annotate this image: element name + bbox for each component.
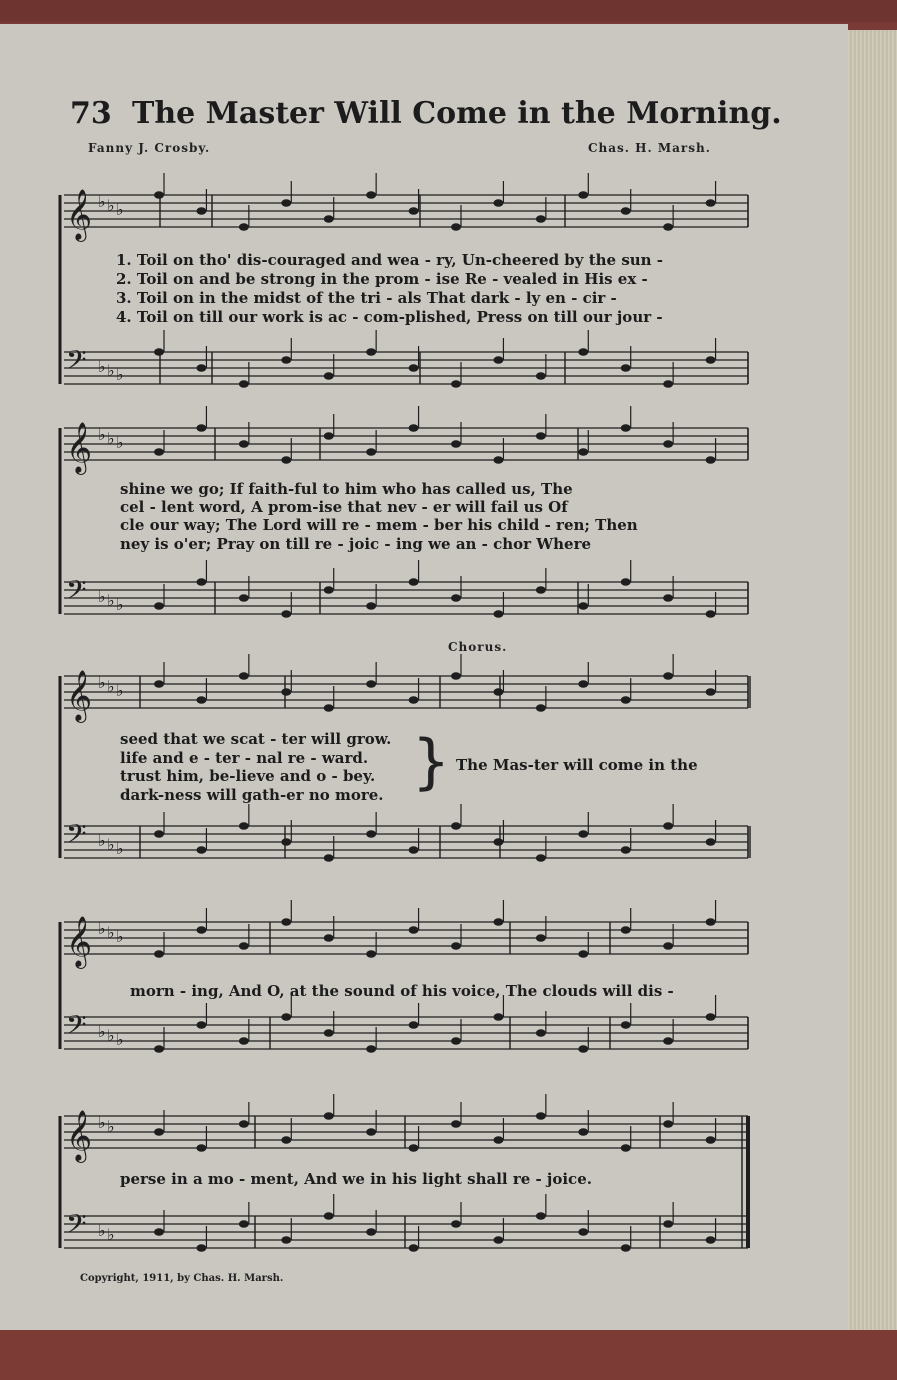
note-head bbox=[154, 950, 164, 958]
note-head bbox=[366, 348, 376, 356]
note-head bbox=[281, 610, 291, 618]
note-head bbox=[451, 822, 461, 830]
note-head bbox=[196, 207, 206, 215]
note-head bbox=[663, 380, 673, 388]
note-head bbox=[663, 942, 673, 950]
note-head bbox=[366, 191, 376, 199]
flat-sign: ♭ bbox=[98, 1113, 106, 1132]
note-head bbox=[154, 448, 164, 456]
note-head bbox=[621, 1021, 631, 1029]
note-head bbox=[621, 926, 631, 934]
note-head bbox=[663, 1120, 673, 1128]
note-head bbox=[578, 602, 588, 610]
note-head bbox=[451, 1220, 461, 1228]
note-head bbox=[324, 704, 334, 712]
flat-sign: ♭ bbox=[116, 365, 124, 384]
note-head bbox=[621, 696, 631, 704]
note-head bbox=[578, 950, 588, 958]
lyric-verse-4-line-2: ney is o'er; Pray on till re - joic - ing we an - chor Where bbox=[120, 535, 592, 553]
flat-sign: ♭ bbox=[116, 200, 124, 219]
flat-sign: ♭ bbox=[98, 1221, 106, 1240]
lyric-verse-4-line-1: 4. Toil on till our work is ac - com-plished, Press on till our jour - bbox=[116, 308, 663, 326]
note-head bbox=[281, 356, 291, 364]
note-head bbox=[409, 846, 419, 854]
lyric-verse-1-line-2: shine we go; If faith-ful to him who has called us, The bbox=[120, 480, 573, 498]
note-head bbox=[366, 680, 376, 688]
note-head bbox=[324, 215, 334, 223]
chorus-lyric-line-2: morn - ing, And O, at the sound of his voice, The clouds will dis - bbox=[130, 982, 674, 1000]
note-head bbox=[196, 364, 206, 372]
note-head bbox=[706, 1236, 716, 1244]
hymn-number: 73 bbox=[70, 96, 112, 131]
note-head bbox=[451, 1037, 461, 1045]
lyric-verse-3-line-3: trust him, be-lieve and o - bey. bbox=[120, 767, 376, 785]
note-head bbox=[409, 696, 419, 704]
flat-sign: ♭ bbox=[116, 1030, 124, 1049]
flat-sign: ♭ bbox=[107, 196, 115, 215]
bass-clef: 𝄢 bbox=[66, 344, 87, 382]
note-head bbox=[706, 688, 716, 696]
lyric-verse-2-line-3: life and e - ter - nal re - ward. bbox=[120, 749, 369, 767]
note-head bbox=[324, 586, 334, 594]
note-head bbox=[154, 191, 164, 199]
bass-clef: 𝄢 bbox=[66, 1208, 87, 1246]
note-head bbox=[536, 704, 546, 712]
note-head bbox=[154, 602, 164, 610]
flat-sign: ♭ bbox=[107, 1225, 115, 1244]
verse-brace: } bbox=[412, 727, 451, 797]
note-head bbox=[154, 1128, 164, 1136]
note-head bbox=[281, 838, 291, 846]
note-head bbox=[663, 1037, 673, 1045]
note-head bbox=[493, 1013, 503, 1021]
note-head bbox=[621, 846, 631, 854]
note-head bbox=[706, 918, 716, 926]
lyric-verse-1-line-3: seed that we scat - ter will grow. bbox=[120, 730, 392, 748]
treble-clef: 𝄞 bbox=[66, 189, 93, 240]
lyric-verse-2-line-2: cel - lent word, A prom-ise that nev - er will fail us Of bbox=[120, 498, 568, 516]
note-head bbox=[196, 1021, 206, 1029]
flat-sign: ♭ bbox=[116, 433, 124, 452]
treble-clef: 𝄞 bbox=[66, 670, 93, 721]
note-head bbox=[281, 918, 291, 926]
note-head bbox=[366, 1045, 376, 1053]
note-head bbox=[663, 594, 673, 602]
note-head bbox=[536, 372, 546, 380]
note-head bbox=[409, 1144, 419, 1152]
note-head bbox=[493, 1136, 503, 1144]
note-head bbox=[706, 610, 716, 618]
note-head bbox=[536, 586, 546, 594]
note-head bbox=[196, 1244, 206, 1252]
note-head bbox=[196, 1144, 206, 1152]
note-head bbox=[493, 199, 503, 207]
note-head bbox=[324, 1212, 334, 1220]
flat-sign: ♭ bbox=[116, 927, 124, 946]
note-head bbox=[239, 223, 249, 231]
note-head bbox=[281, 688, 291, 696]
bass-clef: 𝄢 bbox=[66, 1009, 87, 1047]
note-head bbox=[409, 207, 419, 215]
note-head bbox=[196, 578, 206, 586]
note-head bbox=[536, 854, 546, 862]
note-head bbox=[578, 191, 588, 199]
flat-sign: ♭ bbox=[98, 357, 106, 376]
note-head bbox=[621, 364, 631, 372]
note-head bbox=[536, 1029, 546, 1037]
note-head bbox=[281, 1136, 291, 1144]
bass-clef: 𝄢 bbox=[66, 574, 87, 612]
note-head bbox=[196, 696, 206, 704]
note-head bbox=[451, 440, 461, 448]
note-head bbox=[366, 950, 376, 958]
note-head bbox=[493, 688, 503, 696]
note-head bbox=[706, 1136, 716, 1144]
composer-credit: Chas. H. Marsh. bbox=[588, 141, 711, 155]
lyric-verse-2-line-1: 2. Toil on and be strong in the prom - ise Re - vealed in His ex - bbox=[116, 270, 648, 288]
note-head bbox=[324, 854, 334, 862]
note-head bbox=[493, 1236, 503, 1244]
note-head bbox=[409, 424, 419, 432]
note-head bbox=[409, 578, 419, 586]
note-head bbox=[578, 1128, 588, 1136]
flat-sign: ♭ bbox=[107, 923, 115, 942]
note-head bbox=[493, 356, 503, 364]
flat-sign: ♭ bbox=[116, 681, 124, 700]
treble-clef: 𝄞 bbox=[66, 1110, 93, 1161]
chorus-label: Chorus. bbox=[448, 640, 508, 654]
note-head bbox=[239, 672, 249, 680]
note-head bbox=[663, 223, 673, 231]
note-head bbox=[578, 448, 588, 456]
note-head bbox=[324, 934, 334, 942]
note-head bbox=[621, 1244, 631, 1252]
lyricist-credit: Fanny J. Crosby. bbox=[88, 141, 211, 155]
note-head bbox=[239, 942, 249, 950]
lyric-verse-3-line-2: cle our way; The Lord will re - mem - ber his child - ren; Then bbox=[120, 516, 638, 534]
flat-sign: ♭ bbox=[98, 425, 106, 444]
chorus-lyric-line-3: perse in a mo - ment, And we in his light shall re - joice. bbox=[120, 1170, 592, 1188]
bass-clef: 𝄢 bbox=[66, 818, 87, 856]
note-head bbox=[366, 830, 376, 838]
note-head bbox=[324, 1029, 334, 1037]
note-head bbox=[324, 432, 334, 440]
note-head bbox=[493, 610, 503, 618]
note-head bbox=[239, 1037, 249, 1045]
note-head bbox=[196, 846, 206, 854]
note-head bbox=[324, 372, 334, 380]
note-head bbox=[536, 1212, 546, 1220]
note-head bbox=[409, 926, 419, 934]
lyric-verse-4-line-3: dark-ness will gath-er no more. bbox=[120, 786, 384, 804]
note-head bbox=[536, 432, 546, 440]
note-head bbox=[621, 1144, 631, 1152]
note-head bbox=[196, 424, 206, 432]
note-head bbox=[451, 223, 461, 231]
flat-sign: ♭ bbox=[107, 677, 115, 696]
note-head bbox=[154, 1045, 164, 1053]
note-head bbox=[366, 1128, 376, 1136]
note-head bbox=[281, 1236, 291, 1244]
note-head bbox=[663, 822, 673, 830]
lyric-verse-1-line-1: 1. Toil on tho' dis-couraged and wea - ry, Un-cheered by the sun - bbox=[116, 251, 664, 269]
note-head bbox=[451, 672, 461, 680]
note-head bbox=[493, 456, 503, 464]
flat-sign: ♭ bbox=[107, 1026, 115, 1045]
note-head bbox=[706, 838, 716, 846]
flat-sign: ♭ bbox=[98, 1022, 106, 1041]
note-head bbox=[409, 1021, 419, 1029]
note-head bbox=[239, 1120, 249, 1128]
note-head bbox=[621, 578, 631, 586]
note-head bbox=[451, 942, 461, 950]
note-head bbox=[324, 1112, 334, 1120]
note-head bbox=[154, 1228, 164, 1236]
flat-sign: ♭ bbox=[107, 591, 115, 610]
note-head bbox=[536, 215, 546, 223]
note-head bbox=[154, 830, 164, 838]
flat-sign: ♭ bbox=[116, 595, 124, 614]
note-head bbox=[451, 1120, 461, 1128]
treble-clef: 𝄞 bbox=[66, 916, 93, 967]
flat-sign: ♭ bbox=[98, 919, 106, 938]
note-head bbox=[239, 1220, 249, 1228]
note-head bbox=[409, 1244, 419, 1252]
flat-sign: ♭ bbox=[107, 1117, 115, 1136]
lyric-verse-3-line-1: 3. Toil on in the midst of the tri - als That dark - ly en - cir - bbox=[116, 289, 617, 307]
copyright-notice: Copyright, 1911, by Chas. H. Marsh. bbox=[80, 1273, 284, 1284]
flat-sign: ♭ bbox=[107, 361, 115, 380]
note-head bbox=[493, 838, 503, 846]
note-head bbox=[578, 1045, 588, 1053]
flat-sign: ♭ bbox=[98, 831, 106, 850]
note-head bbox=[239, 822, 249, 830]
flat-sign: ♭ bbox=[107, 835, 115, 854]
note-head bbox=[239, 594, 249, 602]
chorus-lyric-line-1: The Mas-ter will come in the bbox=[456, 756, 698, 774]
note-head bbox=[663, 672, 673, 680]
note-head bbox=[409, 364, 419, 372]
note-head bbox=[621, 207, 631, 215]
note-head bbox=[366, 448, 376, 456]
note-head bbox=[621, 424, 631, 432]
note-head bbox=[154, 348, 164, 356]
note-head bbox=[706, 199, 716, 207]
flat-sign: ♭ bbox=[107, 429, 115, 448]
treble-clef: 𝄞 bbox=[66, 422, 93, 473]
note-head bbox=[366, 1228, 376, 1236]
note-head bbox=[239, 380, 249, 388]
note-head bbox=[196, 926, 206, 934]
flat-sign: ♭ bbox=[98, 673, 106, 692]
note-head bbox=[154, 680, 164, 688]
note-head bbox=[578, 830, 588, 838]
flat-sign: ♭ bbox=[98, 192, 106, 211]
note-head bbox=[706, 1013, 716, 1021]
flat-sign: ♭ bbox=[98, 587, 106, 606]
note-head bbox=[663, 1220, 673, 1228]
note-head bbox=[451, 594, 461, 602]
note-head bbox=[536, 1112, 546, 1120]
hymn-title: The Master Will Come in the Morning. bbox=[132, 96, 782, 131]
note-head bbox=[239, 440, 249, 448]
note-head bbox=[578, 1228, 588, 1236]
note-head bbox=[281, 199, 291, 207]
note-head bbox=[578, 680, 588, 688]
note-head bbox=[578, 348, 588, 356]
note-head bbox=[281, 1013, 291, 1021]
note-head bbox=[536, 934, 546, 942]
flat-sign: ♭ bbox=[116, 839, 124, 858]
note-head bbox=[451, 380, 461, 388]
note-head bbox=[663, 440, 673, 448]
note-head bbox=[706, 356, 716, 364]
note-head bbox=[366, 602, 376, 610]
note-head bbox=[281, 456, 291, 464]
note-head bbox=[493, 918, 503, 926]
note-head bbox=[706, 456, 716, 464]
